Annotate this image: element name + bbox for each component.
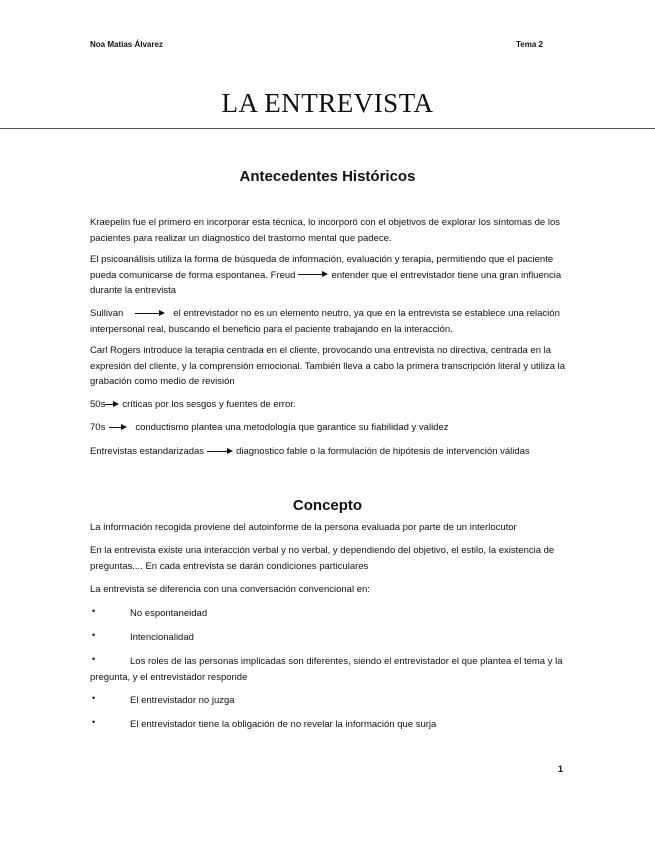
freud-text: entender que el entrevistador tiene una gran influencia durante la entrevista xyxy=(90,269,562,296)
bullet-icon: • xyxy=(92,717,96,727)
list-item: El entrevistador no juzga xyxy=(130,695,235,706)
decade-50s-label: 50s xyxy=(90,399,106,410)
list-item: No espontaneidad xyxy=(130,608,208,619)
section-heading-antecedentes: Antecedentes Históricos xyxy=(239,168,416,185)
paragraph-psicoanalisis xyxy=(90,252,570,299)
paragraph-sullivan xyxy=(90,306,570,337)
list-item: El entrevistador tiene la obligación de no revelar la información que surja xyxy=(130,719,437,730)
paragraph-50s xyxy=(90,397,570,413)
title-divider xyxy=(0,128,655,129)
paragraph-interaccion: En la entrevista existe una interacción verbal y no verbal, y dependiendo del objetivo, el estilo, la existencia de preguntas.... En cada entrevista se darán condiciones particulares xyxy=(90,545,555,572)
estandarizadas-text: diagnostico fable o la formulación de hipótesis de intervención válidas xyxy=(236,446,530,457)
decade-70s-text: conductismo plantea una metodología que garantice su fiabilidad y validez xyxy=(135,422,449,433)
header-author: Noa Matías Álvarez xyxy=(90,40,163,49)
list-item: Los roles de las personas implicadas son diferentes, siendo el entrevistador el que plantea el tema y la pregunta, y el entrevistador responde xyxy=(90,656,563,683)
psicoanalisis-text: El psicoanálisis utiliza la forma de búsqueda de información, evaluación y terapia, permitiendo que el paciente pueda comunicarse de forma espontanea. Freud xyxy=(90,254,554,281)
paragraph-autoinforme: La información recogida proviene del autoinforme de la persona evaluada por parte de un interlocutor xyxy=(90,522,517,533)
header-topic: Tema 2 xyxy=(516,40,543,49)
page-title: LA ENTREVISTA xyxy=(221,88,434,118)
bullet-icon: • xyxy=(92,630,96,640)
sullivan-text: el entrevistador no es un elemento neutro, ya que en la entrevista se establece una relación interpersonal real, buscando el beneficio para el paciente trabajando en la interacción. xyxy=(90,308,560,335)
paragraph-rogers: Carl Rogers introduce la terapia centrada en el cliente, provocando una entrevista no directiva, centrada en la expresión del cliente, y la comprensión emocional. También lleva a cabo la primera transcripción literal y utiliza la grabación como medio de revisión xyxy=(90,345,566,387)
decade-70s-label: 70s xyxy=(90,422,106,433)
bullet-icon: • xyxy=(92,606,96,616)
decade-50s-text: críticas por los sesgos y fuentes de error. xyxy=(122,399,296,410)
arrow-icon xyxy=(135,310,165,317)
section-heading-concepto: Concepto xyxy=(292,497,363,514)
paragraph-diferencia: La entrevista se diferencia con una conversación convencional en: xyxy=(90,584,370,595)
estandarizadas-label: Entrevistas estandarizadas xyxy=(90,446,205,457)
page-number: 1 xyxy=(558,764,564,774)
paragraph-kraepelin: Kraepelin fue el primero en incorporar esta técnica, lo incorporó con el objetivos de explorar los síntomas de los pacientes para realizar un diagnostico del trastorno mental que padece. xyxy=(90,217,560,244)
paragraph-70s xyxy=(90,420,570,436)
arrow-icon xyxy=(207,448,233,455)
bullet-icon: • xyxy=(92,693,96,703)
bullet-icon: • xyxy=(92,654,96,664)
list-item: Intencionalidad xyxy=(130,632,194,643)
arrow-icon xyxy=(109,424,127,431)
paragraph-estandarizadas xyxy=(90,444,570,460)
arrow-icon xyxy=(105,401,119,408)
arrow-icon xyxy=(298,271,328,278)
sullivan-label: Sullivan xyxy=(90,308,124,319)
